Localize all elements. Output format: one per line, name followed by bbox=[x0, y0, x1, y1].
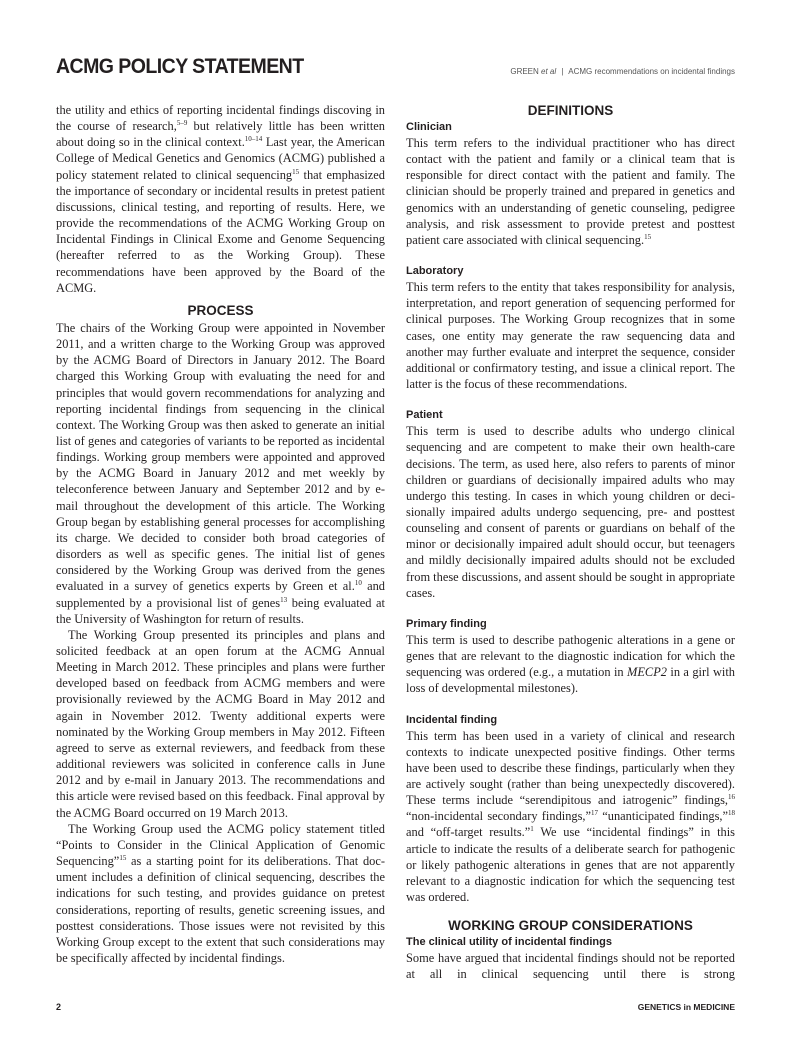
left-column bbox=[56, 102, 385, 966]
definition-clinician bbox=[406, 135, 735, 248]
text: and “off-target results.” bbox=[406, 825, 531, 840]
term-clinician: Clinician bbox=[406, 121, 452, 133]
process-heading: PROCESS bbox=[187, 302, 254, 318]
definition-primary-finding bbox=[406, 632, 735, 697]
definition-incidental-finding bbox=[406, 728, 735, 906]
citation: 15 bbox=[119, 854, 127, 863]
citation: 10 bbox=[354, 579, 362, 588]
subheading-clinical-utility: The clinical utility of incidental findings bbox=[406, 936, 612, 949]
term-laboratory: Laboratory bbox=[406, 265, 464, 278]
text: This term refers to the individual practitioner who has direct contact with the patient and family or a clinical team that is responsible for direct contact with the patient and family. The clinician should be properly trained and prepared in genetics and genomics with an understanding of genetic counseling, pedigree analysis, and risk assessment to provide pretest and posttest patient care associated with clinical sequencing. bbox=[406, 136, 735, 247]
process-paragraph-1 bbox=[56, 320, 385, 627]
definition-laboratory: This term refers to the entity that takes responsibility for analysis, interpretation, and report generation of sequencing performed for clinical purposes. The Working Group recognizes that in some cases, one entity may generate the raw sequencing data and another may further evaluate and interpret the sequence, consider additional or confirmatory testing, and issue a clinical report. The latter is the focus of these recommendations. bbox=[406, 280, 735, 392]
page-number: 2 bbox=[56, 1002, 62, 1012]
running-head-separator: | bbox=[561, 67, 564, 76]
definitions-heading: DEFINITIONS bbox=[527, 103, 614, 118]
process-paragraph-3 bbox=[56, 821, 385, 966]
section-label: ACMG POLICY STATEMENT bbox=[56, 55, 304, 78]
clinical-utility-paragraph: Some have argued that incidental findings should not be reported at all in clinical sequencing until there is strong bbox=[406, 951, 735, 982]
text: that emphasized the importance of secondary or incidental results in pretest patient discussions, clinical testing, and reporting of results. Here, we provide the recommendations of the ACMG Working Group on Incidental Findings in Clinical Exome and Genome Sequencing (hereafter referred to as the Working Group). These recommendations have been approved by the Board of the ACMG. bbox=[56, 167, 385, 295]
text: “unanticipated findings,” bbox=[598, 809, 729, 824]
text: This term has been used in a variety of clinical and research contexts to indicate unexpected positive findings. Other terms have been used to describe these findings, particularly when they are actively sought (rather than being unexpectedly discovered). These terms include “serendipitous and iatrogenic” findings, bbox=[406, 728, 735, 808]
right-column bbox=[406, 102, 735, 983]
text: the utility and ethics of reporting incidental findings discoving in the course of research, bbox=[56, 103, 385, 134]
term-primary-finding: Primary finding bbox=[406, 617, 487, 630]
citation: 13 bbox=[280, 595, 288, 604]
text: “non-incidental secondary findings,” bbox=[406, 809, 592, 824]
citation: 10–14 bbox=[244, 135, 263, 144]
text: and supplemented by a provisional list of genes bbox=[56, 579, 385, 610]
text: The Working Group used the ACMG policy statement titled “Points to Consider in the Clinical Application of Genomic Sequencing” bbox=[56, 821, 385, 869]
citation: 16 bbox=[728, 793, 735, 802]
text: in a girl with loss of developmental milestones). bbox=[406, 665, 735, 696]
citation: 15 bbox=[292, 167, 300, 176]
journal-name: GENETICS in MEDICINE bbox=[637, 1002, 735, 1012]
citation: 18 bbox=[728, 809, 736, 818]
gene-name: MECP2 bbox=[627, 665, 667, 680]
citation: 17 bbox=[591, 809, 599, 818]
definition-patient: This term is used to describe adults who undergo clinical sequencing and are competent to make their own health-care decisions. The term, as used here, also refers to parents of minor children or guardians of decisionally impaired adults who may undergo this testing. In cases in which young children or decisionally impaired adults undergo sequencing, pre- and posttest counseling and consent of parents or guardians on behalf of the minor or decisionally impaired adult should occur, but teenagers and mildly decisionally impaired adults should not be excluded from these discussions, and assent should be sought in appropriate cases. bbox=[406, 424, 735, 600]
citation: 15 bbox=[644, 232, 652, 241]
process-paragraph-2: The Working Group presented its principles and plans and solicited feedback at an open forum at the ACMG Annual Meeting in March 2012. These principles and plans were further developed based on feedback from ACMG members and were provisionally reviewed by the ACMG Board in May 2012 and again in November 2012. Twenty additional experts were nominated by the Working Group members in May 2012. Fifteen agreed to serve as external reviewers, and feedback from these additional reviewers was solicited in conference calls in June 2012 and by e-mail in January 2013. The recommendations and this article were revised based on this feedback. Final approval by the ACMG Board occurred on 19 March 2013. bbox=[56, 627, 385, 820]
running-head bbox=[510, 67, 735, 76]
text: Last year, the American College of Medical Genetics and Genomics (ACMG) published a policy statement related to clinical sequencing bbox=[56, 135, 385, 182]
citation: 5–9 bbox=[176, 119, 188, 128]
term-incidental-finding: Incidental finding bbox=[406, 713, 498, 726]
running-head-author: GREEN bbox=[510, 67, 539, 76]
running-head-title: ACMG recommendations on incidental findings bbox=[568, 67, 735, 76]
term-patient: Patient bbox=[406, 409, 443, 422]
intro-paragraph bbox=[56, 102, 385, 296]
text: being evaluated at the University of Washington for return of results. bbox=[56, 595, 386, 626]
text: as a starting point for its deliberations. That document includes a definition of clinical sequencing, describes the indications for such testing, and provides guidance on pretest considerations, reporting of results, genetic screening issues, and posttest considerations. Those issues were not revisited by this Working Group except to the extent that such considerations may be specifically affected by incidental findings. bbox=[56, 854, 385, 965]
considerations-heading: WORKING GROUP CONSIDERATIONS bbox=[448, 918, 693, 934]
running-head-etal: et al bbox=[541, 67, 557, 76]
text: but relatively little has been written about doing so in the clinical context. bbox=[56, 119, 385, 150]
text: The chairs of the Working Group were appointed in November 2011, and a written charge to the Working Group was approved by the ACMG Board of Directors in January 2012. The Board charged this Working Group with evaluating the need for and principles that would govern recommendations for analyzing and reporting incidental findings from sequencing in the clinical context. The Working Group was then asked to generate an initial list of genes and categories of variants to be reported as incidental findings. Working group members were appointed and approved by the ACMG Board in January 2012 and met weekly by teleconference between January and September 2012 and by e-mail throughout the development of this article. The Working Group began by establishing general processes for accomplishing its charge. We decided to consider both broad categories of disorders as well as specific genes. The initial list of genes considered by the Working Group was derived from the genes evaluated in a survey of genetics experts by Green et al. bbox=[56, 320, 385, 594]
citation: 1 bbox=[530, 825, 534, 834]
text: We use “incidental findings” in this article to indicate the results of a deliberate search for pathogenic or likely pathogenic alterations in genes that are not apparently relevant to a diagnostic indication for which the sequencing test was ordered. bbox=[406, 825, 735, 905]
text: This term is used to describe pathogenic alterations in a gene or genes that are relevant to the diagnostic indication for which the sequencing was ordered (e.g., a mutation in bbox=[406, 632, 735, 680]
